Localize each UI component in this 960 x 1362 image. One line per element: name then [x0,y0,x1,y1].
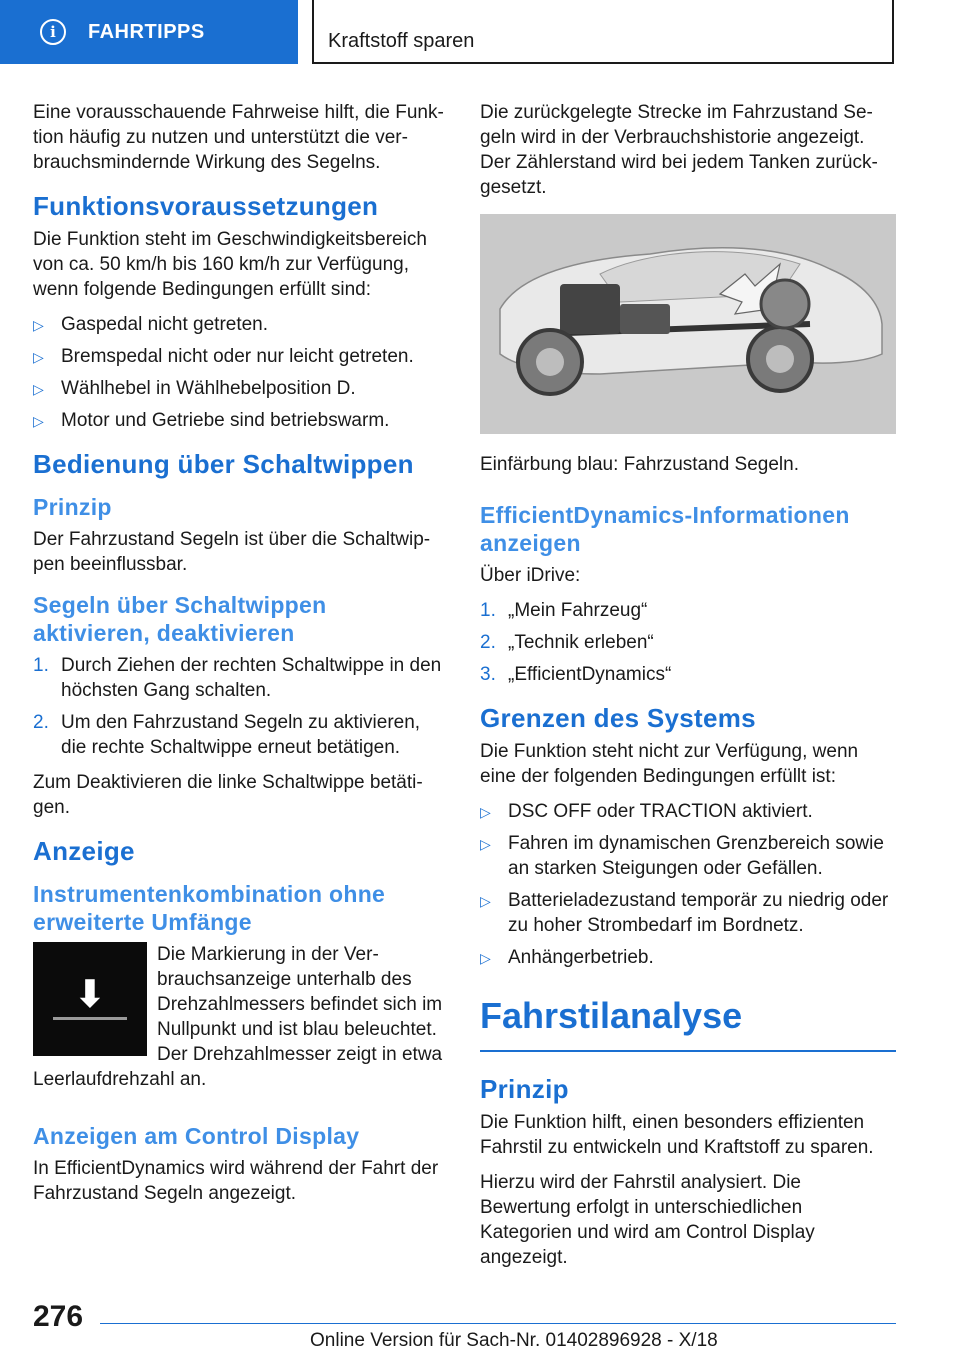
conditions-list [33,312,447,433]
left-column [33,100,447,1216]
list-item [480,598,896,623]
page-number: 276 [33,1300,84,1333]
triangle-bullet-icon: ▷ [33,349,44,365]
chapter-header [312,0,894,64]
triangle-bullet-icon: ▷ [33,317,44,333]
list-item [33,344,447,369]
idrive-steps [480,598,896,687]
instrument-figure [33,942,447,1067]
list-item-text: DSC OFF oder TRACTION aktiviert. [508,801,813,822]
list-item-text: Fahren im dynamischen Grenzbereich sowie an starken Steigungen oder Gefällen. [508,833,884,879]
list-item [33,710,447,760]
list-item [33,312,447,337]
step-number: 1. [480,600,496,621]
deactivate-text: Zum Deaktivieren die linke Schaltwippe betätigen. [33,772,423,818]
step-number: 2. [480,632,496,653]
grenzen-list [480,799,896,970]
list-item-text: Motor und Getriebe sind betriebswarm. [61,410,390,431]
list-item [480,945,896,970]
list-item-text: Durch Ziehen der rechten Schaltwippe in den höchsten Gang schalten. [61,655,442,701]
conditions-intro: Die Funktion steht im Geschwindigkeitsbereich von ca. 50 km/h bis 160 km/h zur Verfügung, wenn folgende Bedingungen erfüllt sind: [33,229,427,300]
chapter-title: Kraftstoff sparen [328,30,475,52]
right-column [480,100,896,1280]
heading-control-display: Anzeigen am Control Display [33,1123,360,1149]
triangle-bullet-icon: ▷ [33,413,44,429]
list-item-text: Gaspedal nicht getreten. [61,314,269,335]
step-number: 2. [33,712,49,733]
instrument-text-continued: Leerlaufdrehzahl an. [33,1069,207,1090]
fahrstil-text-2: Hierzu wird der Fahrstil analysiert. Die Bewertung erfolgt in unterschiedlichen Kategorien und wird am Control Display angezeigt. [480,1172,815,1268]
step-number: 3. [480,664,496,685]
list-item [480,831,896,881]
heading-anzeige: Anzeige [33,836,135,866]
section-tab-fahrtipps [0,0,298,64]
triangle-bullet-icon: ▷ [480,950,491,966]
figure-caption: Einfärbung blau: Fahrzustand Segeln. [480,454,799,475]
heading-fahrstil-prinzip: Prinzip [480,1074,569,1104]
grenzen-text: Die Funktion steht nicht zur Verfügung, wenn eine der folgenden Bedingungen erfüllt ist: [480,741,859,787]
step-number: 1. [33,655,49,676]
list-item-text: „Technik erleben“ [508,632,654,653]
footer-version: Online Version für Sach-Nr. 01402896928 - X/18 [310,1330,718,1351]
heading-prinzip: Prinzip [33,494,112,520]
info-icon: i [40,19,66,45]
triangle-bullet-icon: ▷ [480,893,491,909]
triangle-bullet-icon: ▷ [33,381,44,397]
list-item [33,376,447,401]
list-item [33,653,447,703]
heading-bedienung: Bedienung über Schaltwippen [33,449,414,479]
triangle-bullet-icon: ▷ [480,804,491,820]
heading-instrument: Instrumentenkombination ohne erweiterte Umfänge [33,881,386,935]
list-item [33,408,447,433]
list-item-text: Bremspedal nicht oder nur leicht getreten. [61,346,414,367]
heading-fahrstilanalyse: Fahrstilanalyse [480,994,896,1052]
heading-segeln: Segeln über Schaltwippen aktivieren, deaktivieren [33,592,327,646]
prinzip-text: Der Fahrzustand Segeln ist über die Schaltwippen beeinflussbar. [33,529,431,575]
history-paragraph: Die zurückgelegte Strecke im Fahrzustand Segeln wird in der Verbrauchshistorie angezeigt. Der Zählerstand wird bei jedem Tanken zurückgesetzt. [480,102,878,198]
heading-grenzen: Grenzen des Systems [480,703,756,733]
intro-paragraph: Eine vorausschauende Fahrweise hilft, die Funktion häufig zu nutzen und unterstützt die verbrauchsmindernde Wirkung des Segelns. [33,102,444,173]
segeln-steps [33,653,447,760]
list-item [480,799,896,824]
triangle-bullet-icon: ▷ [480,836,491,852]
instrument-display-image [33,942,147,1056]
list-item [480,662,896,687]
control-display-text: In EfficientDynamics wird während der Fahrt der Fahrzustand Segeln angezeigt. [33,1158,439,1204]
list-item-text: Wählhebel in Wählhebelposition D. [61,378,356,399]
instrument-text: Die Markierung in der Verbrauchsanzeige unterhalb des Drehzahlmessers befindet sich im Nullpunkt und ist blau beleuchtet. Der Drehzahlmesser zeigt in etwa [157,944,443,1065]
section-tab-label: FAHRTIPPS [88,20,205,43]
fahrstil-text-1: Die Funktion hilft, einen besonders effizienten Fahrstil zu entwickeln und Kraftstoff zu sparen. [480,1112,874,1158]
heading-efficient-dynamics: EfficientDynamics-Informationen anzeigen [480,502,850,556]
scale-line [53,1017,127,1020]
car-icon [480,214,896,434]
list-item [480,888,896,938]
down-arrow-icon: ⬇ [74,973,106,1016]
list-item-text: Anhängerbetrieb. [508,947,654,968]
heading-funktionsvoraussetzungen: Funktionsvoraussetzungen [33,191,379,221]
footer-divider [100,1323,896,1324]
list-item [480,630,896,655]
list-item-text: „Mein Fahrzeug“ [508,600,648,621]
car-illustration [480,214,896,434]
list-item-text: Um den Fahrzustand Segeln zu aktivieren, die rechte Schaltwippe erneut betätigen. [61,712,421,758]
list-item-text: Batterieladezustand temporär zu niedrig oder zu hoher Strombedarf im Bordnetz. [508,890,889,936]
idrive-text: Über iDrive: [480,565,581,586]
list-item-text: „EfficientDynamics“ [508,664,672,685]
